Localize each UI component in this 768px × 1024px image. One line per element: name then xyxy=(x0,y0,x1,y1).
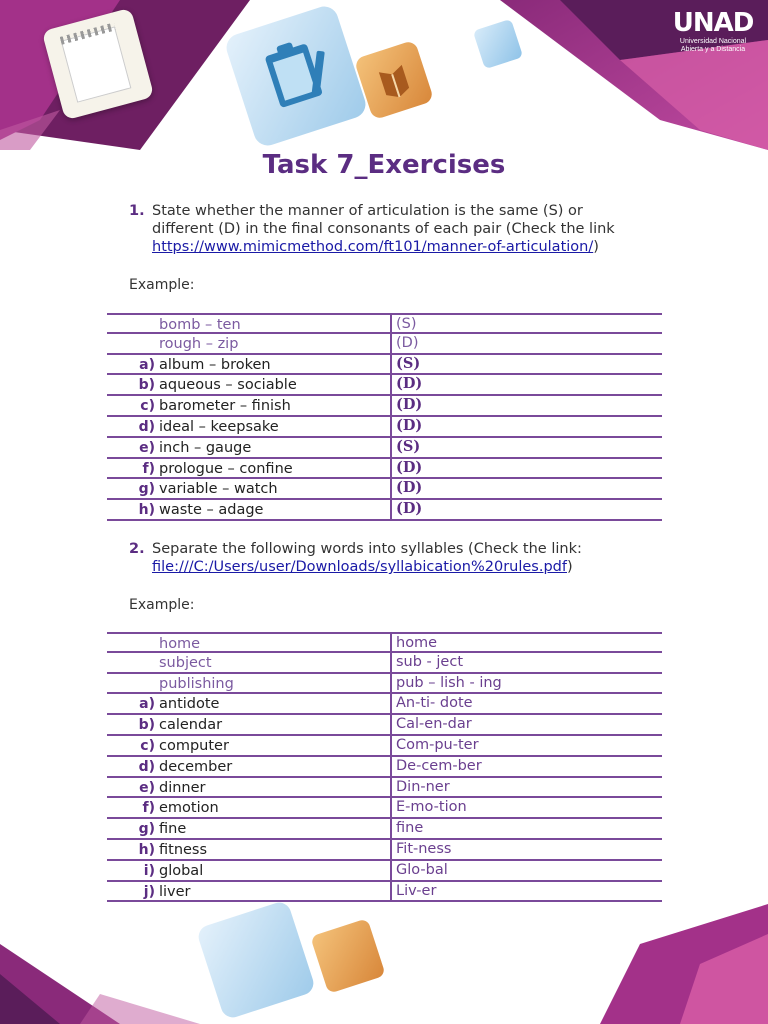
question-number: 1. xyxy=(129,203,145,219)
row-answer: pub – lish - ing xyxy=(390,673,502,694)
row-answer: Glo-bal xyxy=(390,860,448,881)
table-row xyxy=(107,375,662,396)
row-item: antidote xyxy=(159,696,220,713)
table-row xyxy=(107,715,662,736)
row-answer: fine xyxy=(390,818,423,839)
table-row xyxy=(107,355,662,376)
row-answer: Din-ner xyxy=(390,777,450,798)
table-row xyxy=(107,757,662,778)
row-item: liver xyxy=(159,883,191,900)
row-label: f) xyxy=(142,800,155,817)
row-label: c) xyxy=(140,737,155,754)
example-row xyxy=(107,632,662,653)
row-item: subject xyxy=(159,654,212,671)
row-label: b) xyxy=(138,717,155,734)
table-row xyxy=(107,840,662,861)
table-row xyxy=(107,778,662,799)
row-label: i) xyxy=(143,862,155,879)
logo-wordmark: UNAD xyxy=(672,8,754,38)
question-text xyxy=(152,202,649,256)
row-answer: (D) xyxy=(390,458,422,479)
question-prompt: Separate the following words into syllables (Check the link: xyxy=(152,541,582,557)
footer-decoration xyxy=(0,904,768,1024)
row-answer: (S) xyxy=(390,314,417,333)
question-1 xyxy=(129,202,649,256)
row-answer: Liv-er xyxy=(390,881,436,902)
question-prompt: State whether the manner of articulation is the same (S) or different (D) in the final consonants of each pair (Check the link xyxy=(152,203,615,237)
row-label: b) xyxy=(138,377,155,394)
logo-subtitle: Universidad Nacional Abierta y a Distancia xyxy=(679,38,747,53)
table-row xyxy=(107,479,662,500)
example-row xyxy=(107,674,662,695)
row-answer: (D) xyxy=(390,416,422,437)
row-item: ideal – keepsake xyxy=(159,418,279,435)
row-item: calendar xyxy=(159,717,223,734)
row-item: prologue – confine xyxy=(159,460,293,477)
row-label: g) xyxy=(138,481,155,498)
row-answer: (S) xyxy=(390,354,420,375)
table-row xyxy=(107,819,662,840)
table-row xyxy=(107,500,662,521)
row-item: inch – gauge xyxy=(159,439,252,456)
table-row xyxy=(107,417,662,438)
row-label: j) xyxy=(143,883,155,900)
row-answer: An-ti- dote xyxy=(390,693,473,714)
table-row xyxy=(107,459,662,480)
example-label: Example: xyxy=(129,277,195,293)
row-answer: (D) xyxy=(390,374,422,395)
row-answer: E-mo-tion xyxy=(390,797,467,818)
table-row xyxy=(107,694,662,715)
question-2 xyxy=(129,540,649,576)
table-row xyxy=(107,438,662,459)
table-row xyxy=(107,736,662,757)
table-row xyxy=(107,882,662,903)
table-row xyxy=(107,861,662,882)
question-close: ) xyxy=(567,559,573,575)
row-answer: Cal-en-dar xyxy=(390,714,472,735)
row-item: fine xyxy=(159,821,187,838)
unad-logo xyxy=(670,8,756,54)
row-item: home xyxy=(159,636,201,652)
row-answer: (S) xyxy=(390,437,420,458)
row-item: album – broken xyxy=(159,356,271,373)
row-item: barometer – finish xyxy=(159,398,291,415)
table-row xyxy=(107,396,662,417)
row-item: publishing xyxy=(159,675,234,692)
row-label: a) xyxy=(139,356,155,373)
example-label: Example: xyxy=(129,597,195,613)
syllabication-link[interactable]: file:///C:/Users/user/Downloads/syllabication%20rules.pdf xyxy=(152,559,567,575)
row-item: rough – zip xyxy=(159,335,239,352)
row-label: e) xyxy=(139,779,155,796)
row-item: emotion xyxy=(159,800,219,817)
articulation-table xyxy=(107,313,662,521)
row-answer: home xyxy=(390,633,437,652)
row-item: variable – watch xyxy=(159,481,278,498)
row-item: aqueous – sociable xyxy=(159,377,297,394)
example-row xyxy=(107,313,662,334)
row-item: global xyxy=(159,862,204,879)
row-answer: Com-pu-ter xyxy=(390,735,479,756)
row-item: december xyxy=(159,758,233,775)
row-label: d) xyxy=(138,758,155,775)
row-answer: (D) xyxy=(390,478,422,499)
question-number: 2. xyxy=(129,541,145,557)
articulation-link[interactable]: https://www.mimicmethod.com/ft101/manner-of-articulation/ xyxy=(152,239,594,255)
row-item: fitness xyxy=(159,841,208,858)
example-row xyxy=(107,653,662,674)
table-row xyxy=(107,798,662,819)
row-label: e) xyxy=(139,439,155,456)
row-label: h) xyxy=(138,502,155,519)
row-label: c) xyxy=(140,398,155,415)
row-answer: (D) xyxy=(390,395,422,416)
row-label: f) xyxy=(142,460,155,477)
row-answer: (D) xyxy=(390,499,422,520)
row-answer: (D) xyxy=(390,333,418,354)
row-item: waste – adage xyxy=(159,502,264,519)
row-item: bomb – ten xyxy=(159,317,241,333)
row-answer: De-cem-ber xyxy=(390,756,482,777)
row-item: computer xyxy=(159,737,229,754)
row-answer: sub - ject xyxy=(390,652,463,673)
page-title: Task 7_Exercises xyxy=(262,150,506,180)
row-label: h) xyxy=(138,841,155,858)
row-item: dinner xyxy=(159,779,206,796)
question-text xyxy=(152,540,649,576)
row-label: a) xyxy=(139,696,155,713)
row-label: d) xyxy=(138,418,155,435)
example-row xyxy=(107,334,662,355)
row-label: g) xyxy=(138,821,155,838)
syllables-table xyxy=(107,632,662,902)
question-close: ) xyxy=(593,239,599,255)
row-answer: Fit-ness xyxy=(390,839,451,860)
